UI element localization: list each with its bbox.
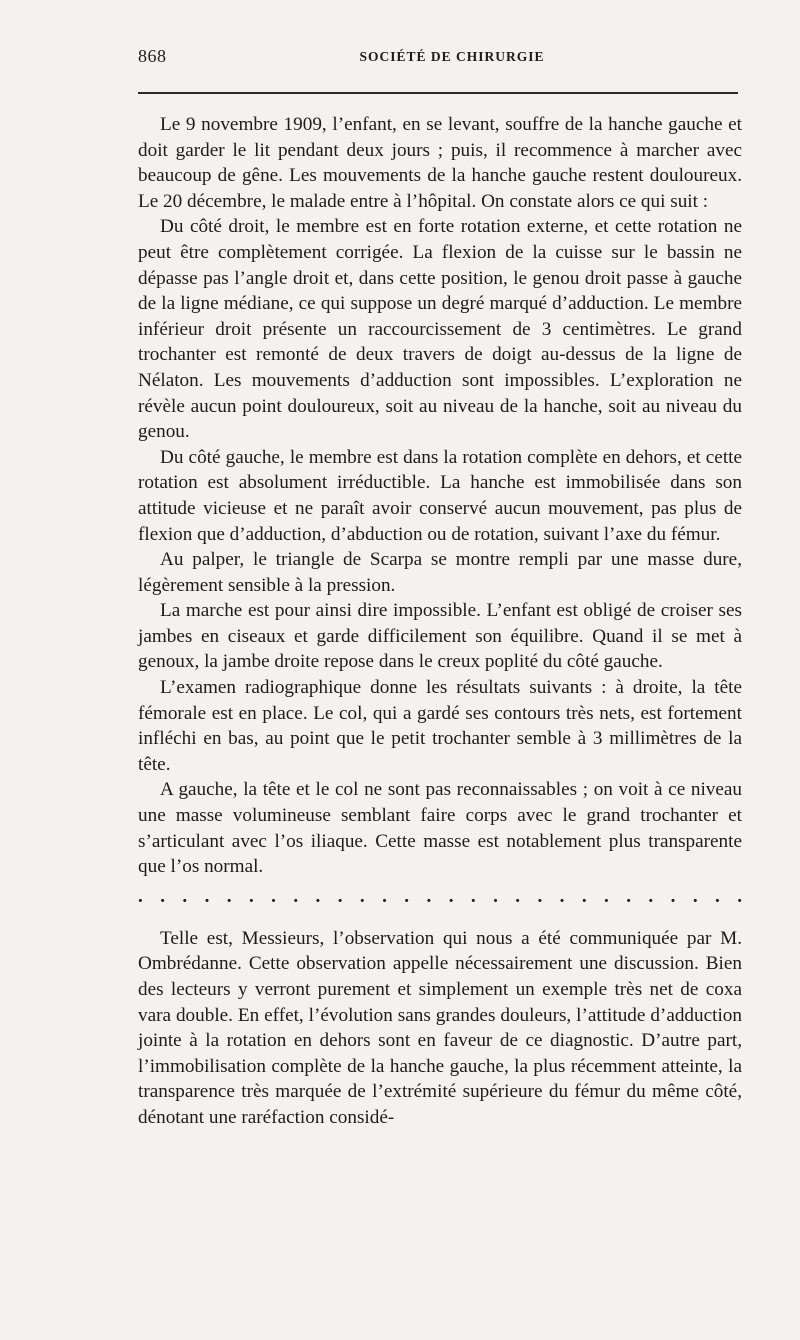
running-head: SOCIÉTÉ DE CHIRURGIE [359,49,545,64]
paragraph: Du côté gauche, le membre est dans la rotation complète en dehors, et cette rotation est absolument irréductible. La hanche est immobilisée dans son attitude vicieuse et ne paraît avoir conservé aucun mouvement, pas plus de flexion que d’adduction, d’abduction ou de rotation, suivant l’axe du fémur. [138,446,742,545]
header-rule [138,92,738,94]
paragraph: Au palper, le triangle de Scarpa se montre rempli par une masse dure, légèrement sensible à la pression. [138,549,742,596]
page-number: 868 [138,46,167,66]
page-header [138,46,742,76]
paragraph: L’examen radiographique donne les résultats suivants : à droite, la tête fémorale est en place. Le col, qui a gardé ses contours très nets, est fortement infléchi en bas, au point que le petit trochanter semble à 3 millimètres de la tête. [138,677,742,775]
paragraph: Telle est, Messieurs, l’observation qui nous a été communiquée par M. Ombrédanne. Cette observation appelle nécessairement une discussion. Bien des lecteurs y verront purement et simplement un exemple très net de coxa vara double. En effet, l’évolution sans grandes douleurs, l’attitude d’adduction jointe à la rotation en dehors sont en faveur de ce diagnostic. D’autre part, l’immobilisation complète de la hanche gauche, la plus récemment atteinte, la transparence très marquée de l’extrémité supérieure du fémur du même côté, dénotant une raréfaction considé- [138,927,742,1128]
paragraph: La marche est pour ainsi dire impossible. L’enfant est obligé de croiser ses jambes en ciseaux et garde difficilement son équilibre. Quand il se met à genoux, la jambe droite repose dans le creux poplité du côté gauche. [138,600,742,673]
paragraph: A gauche, la tête et le col ne sont pas reconnaissables ; on voit à ce niveau une masse volumineuse semblant faire corps avec le grand trochanter et s’articulant avec l’os iliaque. Cette masse est notablement plus transparente que l’os normal. [138,779,742,878]
ellipsis-row: . . . . . . . . . . . . . . . . . . . . . . . . . . . . [138,885,742,907]
paragraph: Le 9 novembre 1909, l’enfant, en se levant, souffre de la hanche gauche et doit garder le lit pendant deux jours ; puis, il recommence à marcher avec beaucoup de gêne. Les mouvements de la hanche gauche restent douloureux. Le 20 décembre, le malade entre à l’hôpital. On constate alors ce qui suit : [138,114,742,212]
section-gap [138,910,742,926]
body-text [138,112,742,1131]
paragraph: Du côté droit, le membre est en forte rotation externe, et cette rotation ne peut être complètement corrigée. La flexion de la cuisse sur le bassin ne dépasse pas l’angle droit et, dans cette position, le genou droit passe à gauche de la ligne médiane, ce qui suppose un degré marqué d’adduction. Le membre inférieur droit présente un raccourcissement de 3 centimètres. Le grand trochanter est remonté de deux travers de doigt au-dessus de la ligne de Nélaton. Les mouvements d’adduction sont impossibles. L’exploration ne révèle aucun point douloureux, soit au niveau de la hanche, soit au niveau du genou. [138,216,742,443]
